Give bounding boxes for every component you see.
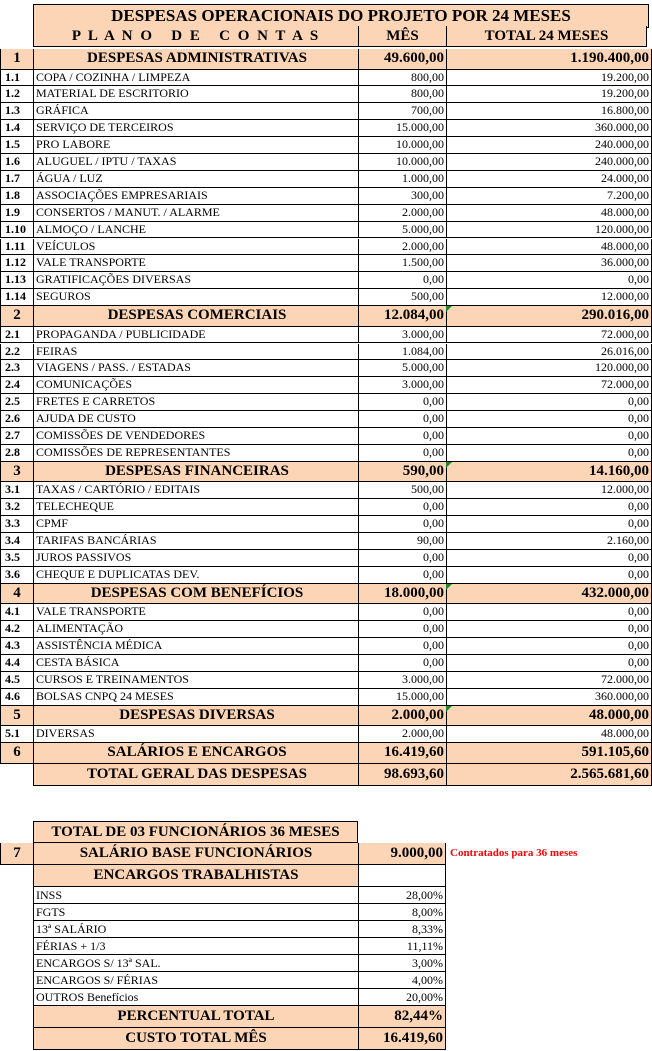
row-total-value: 1.190.400,00 — [446, 49, 652, 70]
row-description: VEÍCULOS — [33, 239, 358, 256]
row-total-value: 48.000,00 — [446, 726, 652, 743]
row-number: 4.6 — [0, 689, 33, 706]
table-row — [0, 411, 652, 428]
row-number: 4.5 — [0, 672, 33, 689]
row-number: 2.6 — [0, 411, 33, 428]
row-total-value: 19.200,00 — [446, 70, 652, 87]
encargos-value-spacer — [358, 865, 446, 887]
encargo-row — [0, 938, 652, 955]
row-month-value: 90,00 — [358, 533, 446, 550]
table-row — [0, 154, 652, 171]
row-description: ASSISTÊNCIA MÉDICA — [33, 638, 358, 655]
row-number: 1.4 — [0, 120, 33, 137]
row-number: 1.13 — [0, 272, 33, 289]
row-number: 1.10 — [0, 222, 33, 239]
row-description: CHEQUE E DUPLICATAS DEV. — [33, 567, 358, 584]
row-month-value: 0,00 — [358, 499, 446, 516]
table-row — [0, 394, 652, 411]
encargo-row — [0, 904, 652, 921]
table-row — [0, 499, 652, 516]
row-number: 3.5 — [0, 550, 33, 567]
row-number: 2.4 — [0, 377, 33, 394]
row-month-value: 0,00 — [358, 411, 446, 428]
staff-base-num: 7 — [0, 843, 33, 865]
row-total-value: 240.000,00 — [446, 154, 652, 171]
row-description: CESTA BÁSICA — [33, 655, 358, 672]
table-row — [0, 222, 652, 239]
row-total-value: 72.000,00 — [446, 377, 652, 394]
row-total-value: 120.000,00 — [446, 360, 652, 377]
row-month-value: 12.084,00 — [358, 306, 446, 327]
page-title: DESPESAS OPERACIONAIS DO PROJETO POR 24 MESES — [33, 4, 649, 28]
row-month-value: 16.419,60 — [358, 743, 446, 764]
row-description: DESPESAS COM BENEFÍCIOS — [33, 584, 358, 605]
row-month-value: 0,00 — [358, 567, 446, 584]
row-month-value: 3.000,00 — [358, 377, 446, 394]
row-month-value: 2.000,00 — [358, 239, 446, 256]
row-number: 3.4 — [0, 533, 33, 550]
row-description: CPMF — [33, 516, 358, 533]
row-total-value: 0,00 — [446, 604, 652, 621]
row-month-value: 0,00 — [358, 394, 446, 411]
row-description: BOLSAS CNPQ 24 MESES — [33, 689, 358, 706]
row-number: 2 — [0, 306, 33, 327]
row-number: 1 — [0, 49, 33, 70]
row-month-value: 0,00 — [358, 638, 446, 655]
row-month-value: 2.000,00 — [358, 726, 446, 743]
staff-base-label: SALÁRIO BASE FUNCIONÁRIOS — [33, 843, 358, 865]
table-row — [0, 516, 652, 533]
encargo-value: 11,11% — [358, 938, 446, 955]
row-description: TELECHEQUE — [33, 499, 358, 516]
row-description: JUROS PASSIVOS — [33, 550, 358, 567]
row-month-value: 0,00 — [358, 621, 446, 638]
row-month-value: 0,00 — [358, 428, 446, 445]
row-number: 3.6 — [0, 567, 33, 584]
row-total-value: 360.000,00 — [446, 120, 652, 137]
row-number: 5 — [0, 706, 33, 727]
row-number: 1.2 — [0, 86, 33, 103]
row-description: SALÁRIOS E ENCARGOS — [33, 743, 358, 764]
row-number: 1.11 — [0, 239, 33, 256]
encargo-value: 28,00% — [358, 887, 446, 904]
comment-marker-icon — [446, 584, 452, 590]
row-month-value: 18.000,00 — [358, 584, 446, 605]
row-total-value: 2.160,00 — [446, 533, 652, 550]
row-description: FRETES E CARRETOS — [33, 394, 358, 411]
row-description: VIAGENS / PASS. / ESTADAS — [33, 360, 358, 377]
row-month-value: 800,00 — [358, 70, 446, 87]
row-total-value: 72.000,00 — [446, 327, 652, 344]
row-total-value: 0,00 — [446, 394, 652, 411]
section-row — [0, 706, 652, 727]
row-description: PRO LABORE — [33, 137, 358, 154]
table-row — [0, 255, 652, 272]
row-number: 2.1 — [0, 327, 33, 344]
table-row — [0, 205, 652, 222]
row-description: VALE TRANSPORTE — [33, 255, 358, 272]
percent-total-row — [0, 1006, 652, 1028]
row-description: TAXAS / CARTÓRIO / EDITAIS — [33, 482, 358, 499]
table-row — [0, 672, 652, 689]
cost-total-value: 16.419,60 — [358, 1028, 446, 1050]
row-total-value: 48.000,00 — [446, 706, 652, 727]
percent-total-value: 82,44% — [358, 1006, 446, 1028]
table-row — [0, 171, 652, 188]
table-row — [0, 70, 652, 87]
row-month-value: 500,00 — [358, 289, 446, 306]
row-month-value: 2.000,00 — [358, 205, 446, 222]
comment-marker-icon — [446, 706, 452, 712]
row-total-value: 0,00 — [446, 655, 652, 672]
row-month-value: 5.000,00 — [358, 360, 446, 377]
row-total-value: 72.000,00 — [446, 672, 652, 689]
encargo-label: 13ª SALÁRIO — [33, 921, 358, 938]
row-total-value: 12.000,00 — [446, 482, 652, 499]
row-number: 1.5 — [0, 137, 33, 154]
encargo-label: OUTROS Benefícios — [33, 989, 358, 1006]
encargo-label: ENCARGOS S/ FÉRIAS — [33, 972, 358, 989]
encargo-label: FGTS — [33, 904, 358, 921]
table-row — [0, 428, 652, 445]
table-row — [0, 344, 652, 361]
row-description: CURSOS E TREINAMENTOS — [33, 672, 358, 689]
row-month-value: 49.600,00 — [358, 49, 446, 70]
row-number: 3.2 — [0, 499, 33, 516]
row-total-value: 24.000,00 — [446, 171, 652, 188]
row-total-value: 120.000,00 — [446, 222, 652, 239]
table-row — [0, 550, 652, 567]
table-row — [0, 120, 652, 137]
row-total-value: 432.000,00 — [446, 584, 652, 605]
row-total-value: 2.565.681,60 — [446, 764, 652, 786]
row-description: VALE TRANSPORTE — [33, 604, 358, 621]
row-number: 2.2 — [0, 344, 33, 361]
row-month-value: 15.000,00 — [358, 689, 446, 706]
row-total-value: 48.000,00 — [446, 239, 652, 256]
row-description: ALMOÇO / LANCHE — [33, 222, 358, 239]
row-number: 2.7 — [0, 428, 33, 445]
row-description: DESPESAS COMERCIAIS — [33, 306, 358, 327]
row-description: COPA / COZINHA / LIMPEZA — [33, 70, 358, 87]
percent-total-label: PERCENTUAL TOTAL — [33, 1006, 358, 1028]
encargo-value: 8,00% — [358, 904, 446, 921]
row-total-value: 36.000,00 — [446, 255, 652, 272]
row-description: TARIFAS BANCÁRIAS — [33, 533, 358, 550]
encargo-value: 20,00% — [358, 989, 446, 1006]
table-row — [0, 445, 652, 462]
row-number: 3.1 — [0, 482, 33, 499]
row-description: FEIRAS — [33, 344, 358, 361]
row-number: 1.8 — [0, 188, 33, 205]
row-number: 1.14 — [0, 289, 33, 306]
staff-base-value: 9.000,00 — [358, 843, 446, 865]
row-description: TOTAL GERAL DAS DESPESAS — [33, 764, 358, 786]
row-description: ÁGUA / LUZ — [33, 171, 358, 188]
row-number: 1.9 — [0, 205, 33, 222]
row-number: 5.1 — [0, 726, 33, 743]
encargo-label: INSS — [33, 887, 358, 904]
row-month-value: 800,00 — [358, 86, 446, 103]
table-row — [0, 567, 652, 584]
row-number: 4 — [0, 584, 33, 605]
row-number: 3.3 — [0, 516, 33, 533]
row-number: 3 — [0, 462, 33, 483]
row-number: 1.12 — [0, 255, 33, 272]
row-description: ALIMENTAÇÃO — [33, 621, 358, 638]
row-month-value: 300,00 — [358, 188, 446, 205]
encargo-row — [0, 989, 652, 1006]
row-description: SEGUROS — [33, 289, 358, 306]
encargos-header-row — [0, 865, 652, 887]
row-description: PROPAGANDA / PUBLICIDADE — [33, 327, 358, 344]
section-row — [0, 462, 652, 483]
row-month-value: 0,00 — [358, 550, 446, 567]
row-description: GRATIFICAÇÕES DIVERSAS — [33, 272, 358, 289]
row-month-value: 0,00 — [358, 445, 446, 462]
row-month-value: 0,00 — [358, 272, 446, 289]
table-row — [0, 655, 652, 672]
table-row — [0, 289, 652, 306]
row-total-value: 7.200,00 — [446, 188, 652, 205]
row-month-value: 0,00 — [358, 655, 446, 672]
staff-base-row — [0, 843, 652, 865]
row-description: MATERIAL DE ESCRITORIO — [33, 86, 358, 103]
encargo-row — [0, 921, 652, 938]
row-total-value: 0,00 — [446, 445, 652, 462]
table-row — [0, 533, 652, 550]
row-description: DESPESAS DIVERSAS — [33, 706, 358, 727]
row-month-value: 1.084,00 — [358, 344, 446, 361]
row-description: AJUDA DE CUSTO — [33, 411, 358, 428]
row-number: 1.3 — [0, 103, 33, 120]
section-row — [0, 743, 652, 764]
encargo-row — [0, 887, 652, 904]
staff-note: Contratados para 36 meses — [450, 847, 578, 859]
row-number: 1.6 — [0, 154, 33, 171]
row-number: 4.1 — [0, 604, 33, 621]
grand-total-row — [0, 764, 652, 786]
row-month-value: 0,00 — [358, 516, 446, 533]
row-total-value: 360.000,00 — [446, 689, 652, 706]
staff-header-row — [0, 821, 652, 843]
section-row — [0, 49, 652, 70]
row-total-value: 0,00 — [446, 411, 652, 428]
row-total-value: 14.160,00 — [446, 462, 652, 483]
table-row — [0, 604, 652, 621]
row-month-value: 5.000,00 — [358, 222, 446, 239]
row-month-value: 3.000,00 — [358, 672, 446, 689]
row-month-value: 1.500,00 — [358, 255, 446, 272]
row-month-value: 3.000,00 — [358, 327, 446, 344]
row-month-value: 1.000,00 — [358, 171, 446, 188]
encargos-label: ENCARGOS TRABALHISTAS — [33, 865, 358, 887]
row-month-value: 700,00 — [358, 103, 446, 120]
table-row — [0, 360, 652, 377]
row-number: 1.1 — [0, 70, 33, 87]
row-total-value: 26.016,00 — [446, 344, 652, 361]
section-row — [0, 306, 652, 327]
row-total-value: 591.105,60 — [446, 743, 652, 764]
table-row — [0, 377, 652, 394]
row-description: SERVIÇO DE TERCEIROS — [33, 120, 358, 137]
row-month-value: 500,00 — [358, 482, 446, 499]
row-total-value: 0,00 — [446, 516, 652, 533]
table-row — [0, 482, 652, 499]
encargo-label: FÉRIAS + 1/3 — [33, 938, 358, 955]
row-number: 2.5 — [0, 394, 33, 411]
row-month-value: 2.000,00 — [358, 706, 446, 727]
encargo-value: 3,00% — [358, 955, 446, 972]
table-row — [0, 103, 652, 120]
row-description: GRÁFICA — [33, 103, 358, 120]
row-month-value: 0,00 — [358, 604, 446, 621]
row-description: DESPESAS FINANCEIRAS — [33, 462, 358, 483]
row-total-value: 0,00 — [446, 272, 652, 289]
row-number: 4.4 — [0, 655, 33, 672]
row-total-value: 0,00 — [446, 638, 652, 655]
table-row — [0, 327, 652, 344]
column-header-row — [0, 26, 652, 47]
row-description: ALUGUEL / IPTU / TAXAS — [33, 154, 358, 171]
cost-total-row — [0, 1028, 652, 1050]
table-row — [0, 638, 652, 655]
encargo-row — [0, 955, 652, 972]
row-description: COMUNICAÇÕES — [33, 377, 358, 394]
row-month-value: 15.000,00 — [358, 120, 446, 137]
header-total: TOTAL 24 MESES — [446, 26, 647, 47]
table-row — [0, 689, 652, 706]
row-month-value: 98.693,60 — [358, 764, 446, 786]
row-total-value: 0,00 — [446, 550, 652, 567]
row-total-value: 0,00 — [446, 428, 652, 445]
row-description: DESPESAS ADMINISTRATIVAS — [33, 49, 358, 70]
encargo-value: 8,33% — [358, 921, 446, 938]
encargo-row — [0, 972, 652, 989]
row-description: DIVERSAS — [33, 726, 358, 743]
comment-marker-icon — [446, 462, 452, 468]
row-description: CONSERTOS / MANUT. / ALARME — [33, 205, 358, 222]
row-description: COMISSÕES DE VENDEDORES — [33, 428, 358, 445]
row-total-value: 0,00 — [446, 621, 652, 638]
encargo-value: 4,00% — [358, 972, 446, 989]
row-number: 4.3 — [0, 638, 33, 655]
cost-total-label: CUSTO TOTAL MÊS — [33, 1028, 358, 1050]
table-row — [0, 726, 652, 743]
table-row — [0, 188, 652, 205]
header-plano: P L A N O D E C O N T A S — [33, 26, 358, 47]
row-total-value: 240.000,00 — [446, 137, 652, 154]
staff-header: TOTAL DE 03 FUNCIONÁRIOS 36 MESES — [33, 821, 358, 843]
row-total-value: 290.016,00 — [446, 306, 652, 327]
row-total-value: 16.800,00 — [446, 103, 652, 120]
comment-marker-icon — [446, 306, 452, 312]
row-number: 4.2 — [0, 621, 33, 638]
row-total-value: 48.000,00 — [446, 205, 652, 222]
row-total-value: 19.200,00 — [446, 86, 652, 103]
row-number: 1.7 — [0, 171, 33, 188]
table-row — [0, 621, 652, 638]
row-description: COMISSÕES DE REPRESENTANTES — [33, 445, 358, 462]
table-row — [0, 86, 652, 103]
row-total-value: 12.000,00 — [446, 289, 652, 306]
table-row — [0, 137, 652, 154]
encargo-label: ENCARGOS S/ 13ª SAL. — [33, 955, 358, 972]
row-total-value: 0,00 — [446, 567, 652, 584]
row-total-value: 0,00 — [446, 499, 652, 516]
row-month-value: 10.000,00 — [358, 137, 446, 154]
row-number: 6 — [0, 743, 33, 764]
table-row — [0, 272, 652, 289]
header-mes: MÊS — [358, 26, 446, 47]
row-description: ASSOCIAÇÕES EMPRESARIAIS — [33, 188, 358, 205]
section-row — [0, 584, 652, 605]
row-number: 2.3 — [0, 360, 33, 377]
row-month-value: 590,00 — [358, 462, 446, 483]
table-row — [0, 239, 652, 256]
row-month-value: 10.000,00 — [358, 154, 446, 171]
row-number: 2.8 — [0, 445, 33, 462]
